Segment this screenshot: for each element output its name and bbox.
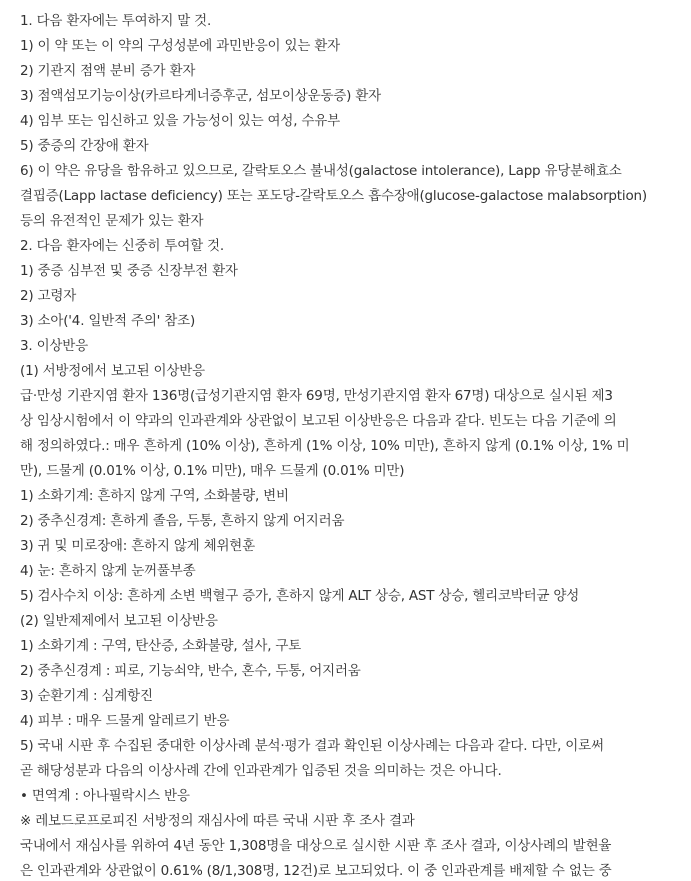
list-item: 2) 고령자 [20,288,77,304]
list-item: 3) 점액섬모기능이상(카르타게너증후군, 섬모이상운동증) 환자 [20,88,381,104]
section-heading-contraindications: 1. 다음 환자에는 투여하지 말 것. [20,13,212,29]
list-item: 5) 중증의 간장애 환자 [20,138,149,154]
list-item: 2) 중추신경계: 흔하게 졸음, 두통, 흔하지 않게 어지러움 [20,513,345,529]
list-item: 5) 국내 시판 후 수집된 중대한 이상사례 분석·평가 결과 확인된 이상사례는 다음과 같다. 다만, 이로써 [20,738,604,754]
list-item: 4) 임부 또는 임신하고 있을 가능성이 있는 여성, 수유부 [20,113,340,129]
section-heading-adverse-reactions: 3. 이상반응 [20,338,88,354]
list-item: 3) 소아('4. 일반적 주의' 참조) [20,313,196,329]
list-item: 1) 소화기계: 흔하지 않게 구역, 소화불량, 변비 [20,488,289,504]
list-item: 4) 피부 : 매우 드물게 알레르기 반응 [20,713,230,729]
section-heading-caution: 2. 다음 환자에는 신중히 투여할 것. [20,238,224,254]
paragraph-line: 만), 드물게 (0.01% 이상, 0.1% 미만), 매우 드물게 (0.01% 미만) [20,463,405,479]
list-item: 3) 귀 및 미로장애: 흔하지 않게 체위현훈 [20,538,255,554]
list-item: 1) 소화기계 : 구역, 탄산증, 소화불량, 설사, 구토 [20,638,302,654]
note-heading: ※ 레보드로프로피진 서방정의 재심사에 따른 국내 시판 후 조사 결과 [20,813,415,829]
subsection-heading: (1) 서방정에서 보고된 이상반응 [20,363,205,379]
paragraph-line: 결핍증(Lapp lactase deficiency) 또는 포도당-갈락토오스 흡수장애(glucose-galactose malabsorption) [20,188,647,204]
subsection-heading: (2) 일반제제에서 보고된 이상반응 [20,613,218,629]
paragraph-line: 국내에서 재심사를 위하여 4년 동안 1,308명을 대상으로 실시한 시판 후 조사 결과, 이상사례의 발현율 [20,838,612,854]
list-item: 4) 눈: 흔하지 않게 눈꺼풀부종 [20,563,196,579]
bullet-item: • 면역계 : 아나필락시스 반응 [20,788,190,804]
list-item: 1) 이 약 또는 이 약의 구성성분에 과민반응이 있는 환자 [20,38,340,54]
list-item: 1) 중증 심부전 및 중증 신장부전 환자 [20,263,238,279]
list-item: 2) 중추신경계 : 피로, 기능쇠약, 반수, 혼수, 두통, 어지러움 [20,663,361,679]
paragraph-line: 등의 유전적인 문제가 있는 환자 [20,213,204,229]
list-item: 6) 이 약은 유당을 함유하고 있으므로, 갈락토오스 불내성(galactose intolerance), Lapp 유당분해효소 [20,163,622,179]
list-item: 5) 검사수치 이상: 흔하게 소변 백혈구 증가, 흔하지 않게 ALT 상승, AST 상승, 헬리코박터균 양성 [20,588,580,604]
paragraph-line: 곧 해당성분과 다음의 이상사례 간에 인과관계가 입증된 것을 의미하는 것은 아니다. [20,763,502,779]
paragraph-line: 해 정의하였다.: 매우 흔하게 (10% 이상), 흔하게 (1% 이상, 10% 미만), 흔하지 않게 (0.1% 이상, 1% 미 [20,438,630,454]
list-item: 2) 기관지 점액 분비 증가 환자 [20,63,196,79]
paragraph-line: 상 임상시험에서 이 약과의 인과관계와 상관없이 보고된 이상반응은 다음과 같다. 빈도는 다음 기준에 의 [20,413,617,429]
paragraph-line: 은 인과관계와 상관없이 0.61% (8/1,308명, 12건)로 보고되었다. 이 중 인과관계를 배제할 수 없는 중 [20,863,612,879]
paragraph-line: 급·만성 기관지염 환자 136명(급성기관지염 환자 69명, 만성기관지염 환자 67명) 대상으로 실시된 제3 [20,388,613,404]
list-item: 3) 순환기계 : 심계항진 [20,688,153,704]
